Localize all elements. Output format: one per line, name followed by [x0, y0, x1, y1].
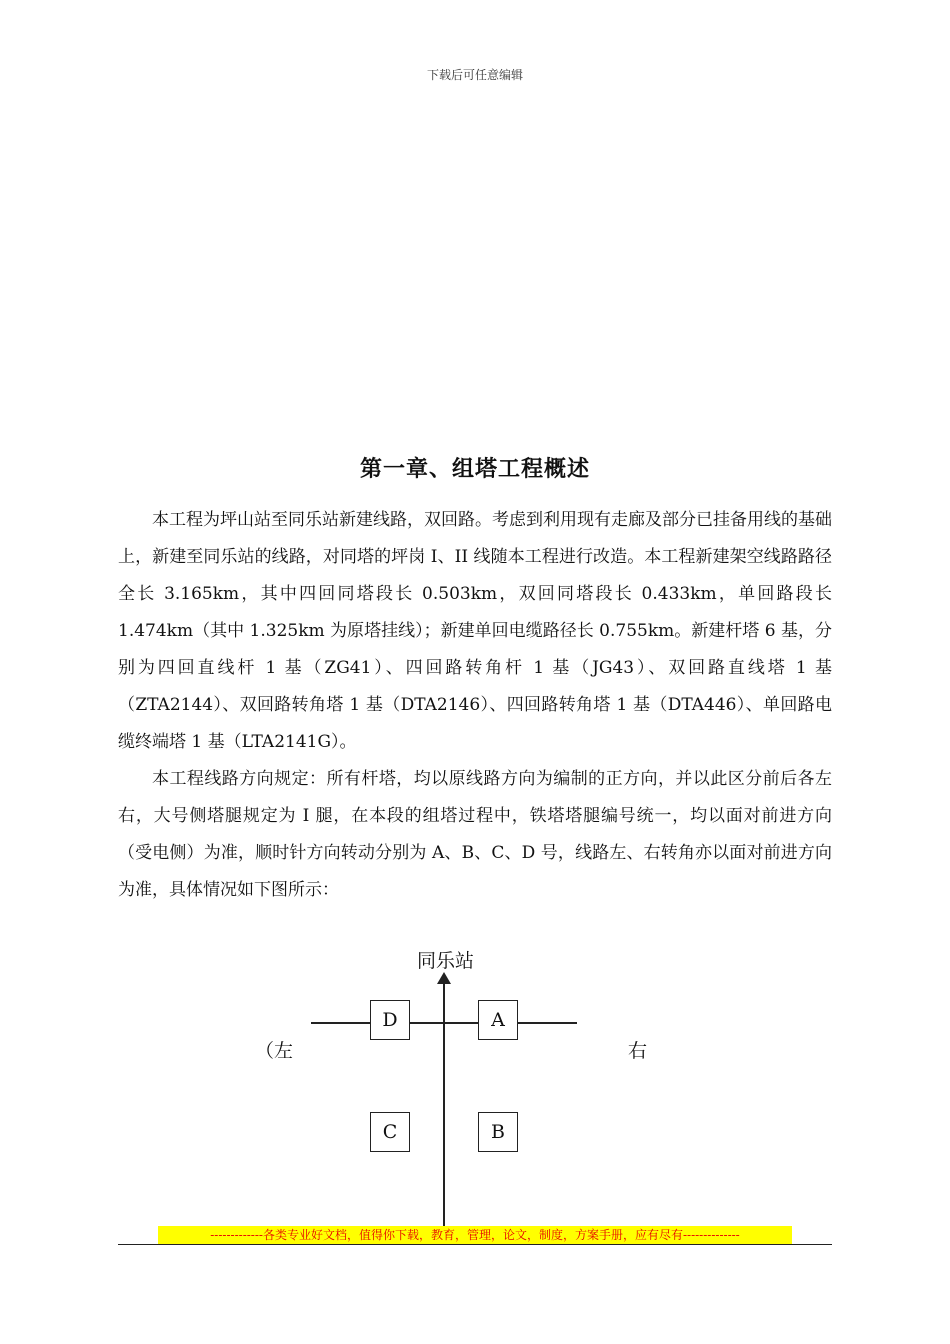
- leg-b-box: B: [478, 1112, 518, 1152]
- diagram-left-label: （左: [255, 1040, 294, 1062]
- diagram-right-label: 右: [628, 1040, 648, 1062]
- footer-rule: [118, 1244, 832, 1245]
- diagram-vertical-axis: [443, 982, 445, 1240]
- paragraph-overview: 本工程为坪山站至同乐站新建线路，双回路。考虑到利用现有走廊及部分已挂备用线的基础上，新建至同乐站的线路，对同塔的坪岗 I、II 线随本工程进行改造。本工程新建架空线路路径全长 3.165km，其中四回同塔段长 0.503km，双回同塔段长 0.433km，单回路段长 1.474km（其中 1.325km 为原塔挂线）；新建单回电缆路径长 0.755km。新建杆塔 6 基，分别为四回直线杆 1 基（ZG41）、四回路转角杆 1 基（JG43）、双回路直线塔 1 基（ZTA2144）、双回路转角塔 1 基（DTA2146）、四回路转角塔 1 基（DTA446）、单回路电缆终端塔 1 基（LTA2141G）。: [118, 510, 832, 752]
- header-note: 下载后可任意编辑: [426, 68, 523, 82]
- diagram-top-label: 同乐站: [417, 950, 475, 972]
- diagram-horizontal-axis: [311, 1022, 577, 1024]
- paragraph-direction: 本工程线路方向规定：所有杆塔，均以原线路方向为编制的正方向，并以此区分前后各左右，大号侧塔腿规定为 I 腿，在本段的组塔过程中，铁塔塔腿编号统一，均以面对前进方向（受电侧）为准，顺时针方向转动分别为 A、B、C、D 号，线路左、右转角亦以面对前进方向为准，具体情况如下图所示：: [118, 769, 832, 900]
- chapter-title: 第一章、组塔工程概述: [359, 456, 590, 482]
- footer-banner: -------------各类专业好文档，值得你下载，教育，管理，论文，制度，方案手册，应有尽有--------------: [158, 1226, 792, 1244]
- leg-d-box: D: [370, 1000, 410, 1040]
- leg-c-box: C: [370, 1112, 410, 1152]
- body-text: [118, 502, 832, 909]
- leg-a-box: A: [478, 1000, 518, 1040]
